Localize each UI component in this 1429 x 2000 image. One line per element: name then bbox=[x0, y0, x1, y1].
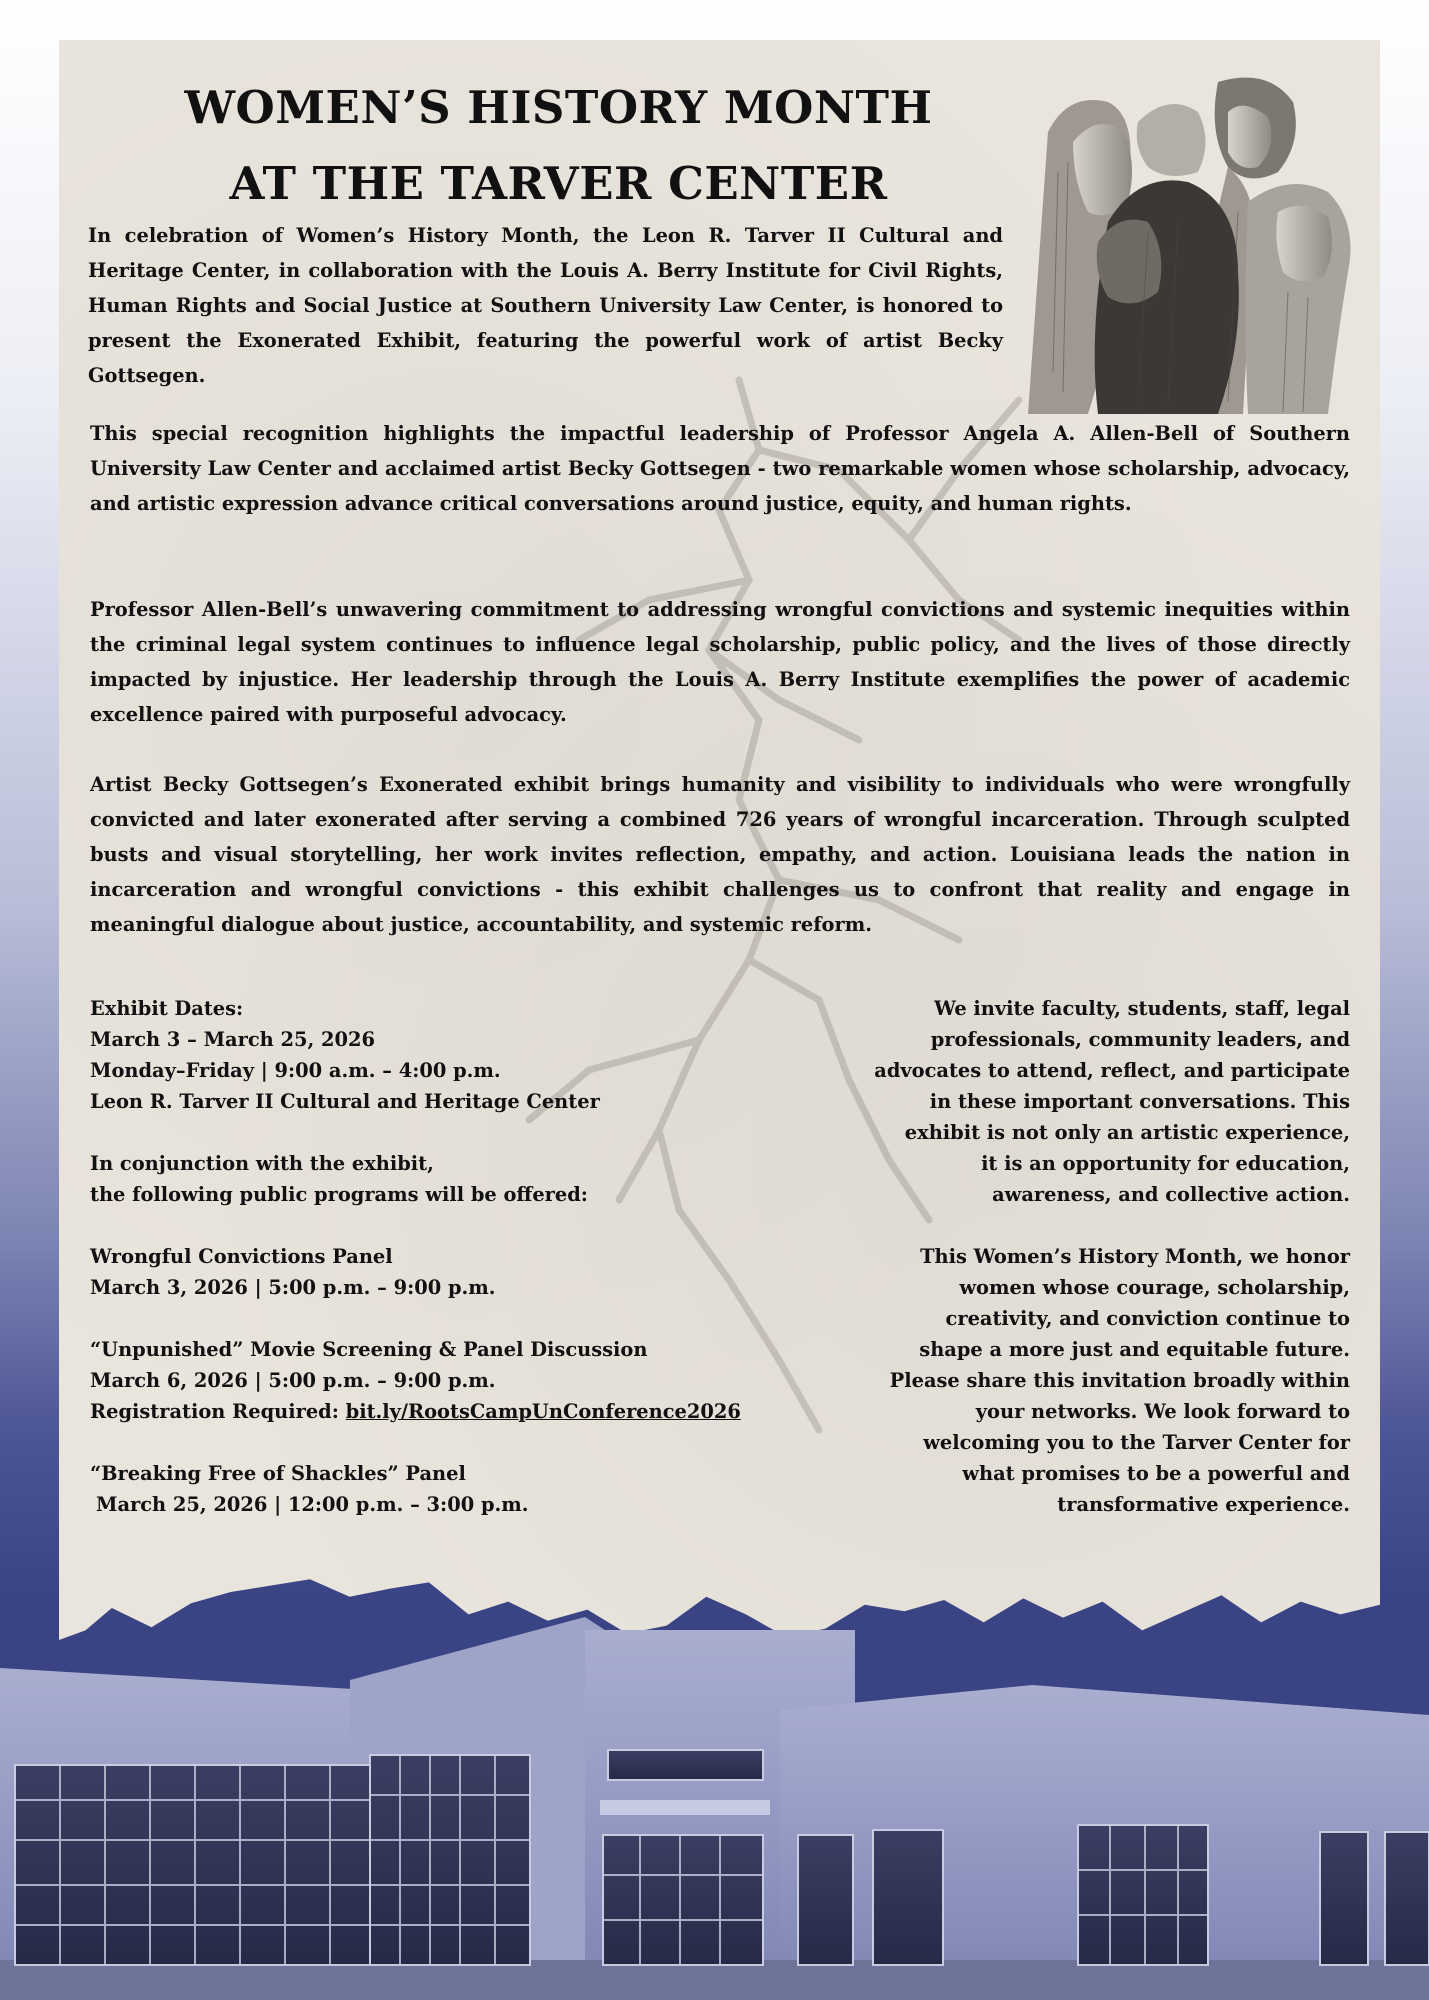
honor-line: women whose courage, scholarship, bbox=[959, 1276, 1350, 1299]
registration-label: Registration Required: bbox=[90, 1400, 339, 1423]
registration-link[interactable]: bit.ly/RootsCampUnConference2026 bbox=[345, 1400, 741, 1423]
invite-line: awareness, and collective action. bbox=[992, 1183, 1350, 1206]
program-time: March 6, 2026 | 5:00 p.m. – 9:00 p.m. bbox=[90, 1369, 496, 1392]
invite-line: professionals, community leaders, and bbox=[930, 1028, 1350, 1051]
intro-paragraph: In celebration of Women’s History Month, the Leon R. Tarver II Cultural and Heritage Center, in collaboration with the Louis A. Berry Institute for Civil Rights, Human Rights and Social Justice at Southern University Law Center, is honored to present the Exonerated Exhibit, featuring the powerful work of artist Becky Gottsegen. bbox=[88, 224, 1003, 387]
program-details-column bbox=[90, 993, 850, 1520]
program-name: “Unpunished” Movie Screening & Panel Discussion bbox=[90, 1338, 648, 1361]
exhibit-location: Leon R. Tarver II Cultural and Heritage Center bbox=[90, 1090, 600, 1113]
invite-line: We invite faculty, students, staff, legal bbox=[934, 997, 1350, 1020]
share-line: Please share this invitation broadly within bbox=[889, 1369, 1350, 1392]
spacer bbox=[90, 1210, 850, 1241]
spacer bbox=[90, 1117, 850, 1148]
invite-line: advocates to attend, reflect, and participate bbox=[874, 1059, 1350, 1082]
programs-intro-line-1: In conjunction with the exhibit, bbox=[90, 1152, 434, 1175]
page-title bbox=[59, 70, 1058, 222]
invite-line: exhibit is not only an artistic experience, bbox=[904, 1121, 1350, 1144]
share-line: your networks. We look forward to bbox=[975, 1400, 1350, 1423]
program-name: Wrongful Convictions Panel bbox=[90, 1245, 393, 1268]
honor-line: This Women’s History Month, we honor bbox=[920, 1245, 1350, 1268]
share-line: what promises to be a powerful and bbox=[962, 1462, 1350, 1485]
honor-line: creativity, and conviction continue to bbox=[945, 1307, 1350, 1330]
exhibit-dates-heading: Exhibit Dates: bbox=[90, 997, 244, 1020]
spacer bbox=[90, 1427, 850, 1458]
share-line: welcoming you to the Tarver Center for bbox=[923, 1431, 1350, 1454]
exhibit-paragraph: Artist Becky Gottsegen’s Exonerated exhibit brings humanity and visibility to individuals who were wrongfully convicted and later exonerated after serving a combined 726 years of wrongful incarceration. Through sculpted busts and visual storytelling, her work invites reflection, empathy, and action. Louisiana leads the nation in incarceration and wrongful convictions - this exhibit challenges us to confront that reality and engage in meaningful dialogue about justice, accountability, and systemic reform. bbox=[90, 773, 1350, 936]
women-illustration bbox=[1028, 72, 1366, 414]
spacer bbox=[780, 1210, 1350, 1241]
title-line-1: WOMEN’S HISTORY MONTH bbox=[184, 81, 933, 134]
registration-line bbox=[90, 1396, 850, 1427]
program-name: “Breaking Free of Shackles” Panel bbox=[90, 1462, 466, 1485]
recognition-paragraph: This special recognition highlights the impactful leadership of Professor Angela A. Allen-Bell of Southern University Law Center and acclaimed artist Becky Gottsegen - two remarkable women whose scholarship, advocacy, and artistic expression advance critical conversations around justice, equity, and human rights. bbox=[90, 422, 1350, 515]
program-time: March 25, 2026 | 12:00 p.m. – 3:00 p.m. bbox=[96, 1493, 529, 1516]
programs-intro-line-2: the following public programs will be offered: bbox=[90, 1183, 588, 1206]
title-line-2: AT THE TARVER CENTER bbox=[229, 157, 888, 210]
allen-bell-paragraph: Professor Allen-Bell’s unwavering commitment to addressing wrongful convictions and systemic inequities within the criminal legal system continues to influence legal scholarship, public policy, and the lives of those directly impacted by injustice. Her leadership through the Louis A. Berry Institute exemplifies the power of academic excellence paired with purposeful advocacy. bbox=[90, 598, 1350, 726]
tarver-center-building-photo bbox=[0, 1600, 1429, 2000]
share-line: transformative experience. bbox=[1057, 1493, 1350, 1516]
honor-line: shape a more just and equitable future. bbox=[919, 1338, 1350, 1361]
program-time: March 3, 2026 | 5:00 p.m. – 9:00 p.m. bbox=[90, 1276, 496, 1299]
invitation-column bbox=[780, 993, 1350, 1520]
invite-line: it is an opportunity for education, bbox=[981, 1152, 1350, 1175]
exhibit-hours: Monday–Friday | 9:00 a.m. – 4:00 p.m. bbox=[90, 1059, 501, 1082]
spacer bbox=[90, 1303, 850, 1334]
exhibit-dates: March 3 – March 25, 2026 bbox=[90, 1028, 375, 1051]
invite-line: in these important conversations. This bbox=[929, 1090, 1350, 1113]
